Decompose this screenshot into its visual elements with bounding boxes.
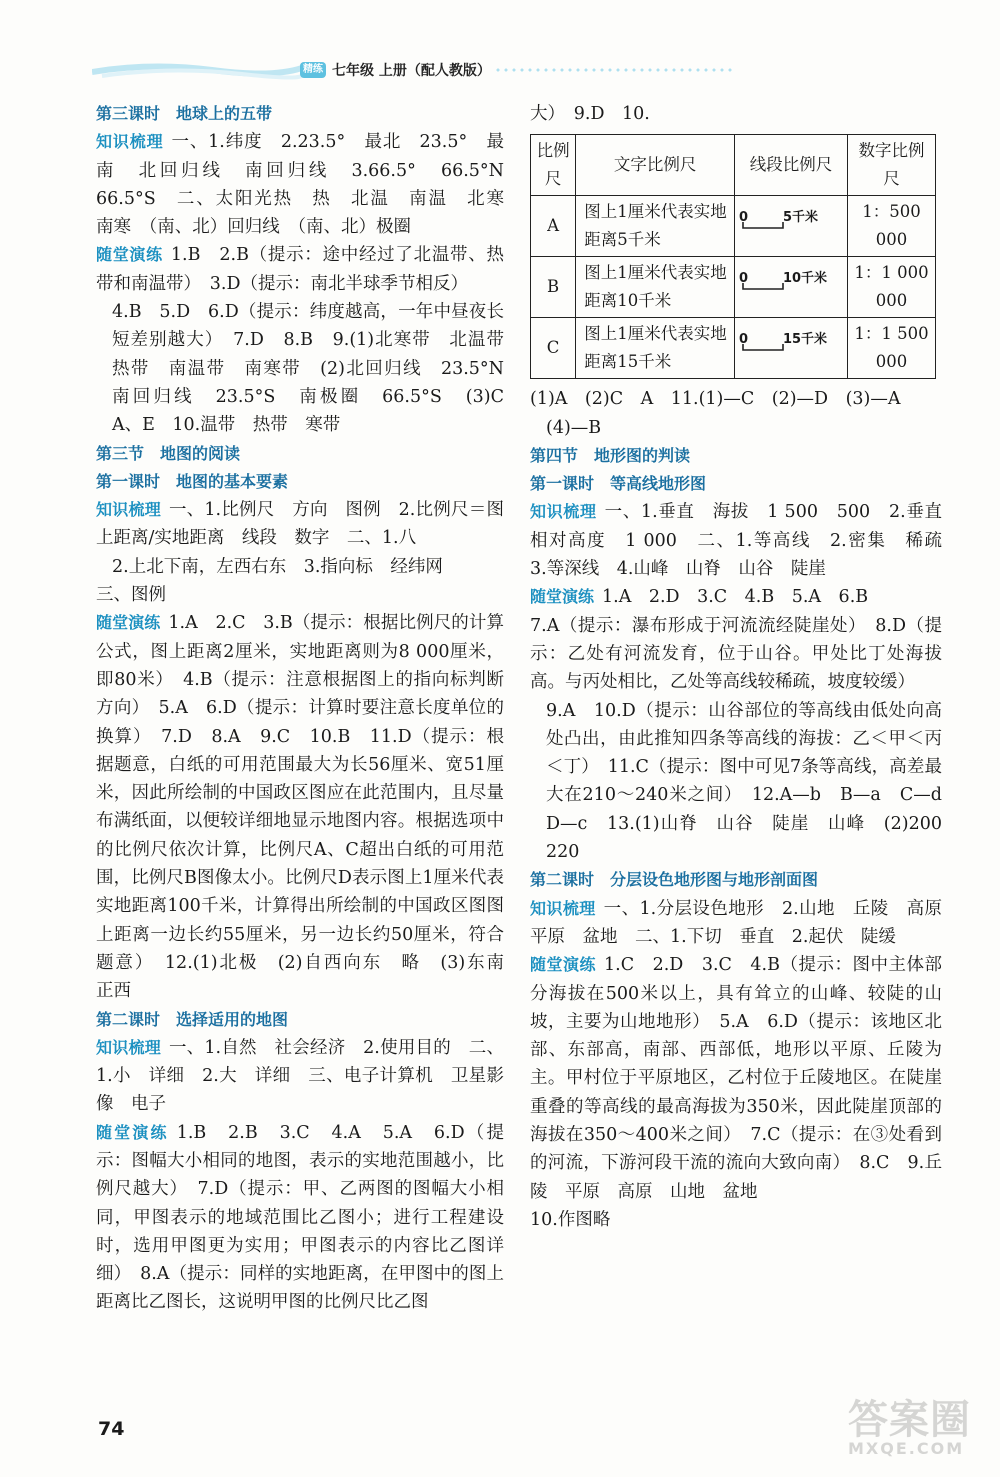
paragraph: 三、图例 (96, 585, 166, 606)
header-swoosh-decoration (92, 60, 302, 80)
paragraph: 4.B 5.D 6.D（提示：纬度越高，一年中昼夜长短差别越大） 7.D 8.B 9.(1)北寒带 北温带 热带 南温带 南寒带 (2)北回归线 23.5°N 南回归线 23.5°S 南极圈 66.5°S (3)C A、E 10.温带 热带 寒带 (112, 302, 522, 436)
table-row (531, 257, 936, 318)
bar-zero-label: 0 (738, 270, 748, 286)
label-suitang: 随堂演练 (96, 613, 161, 633)
right-column (530, 100, 960, 1234)
subsection-heading: 第一课时 等高线地形图 (530, 474, 707, 494)
subsection-heading: 第二课时 分层设色地形图与地形剖面图 (530, 870, 819, 890)
subsection-heading: 第一课时 地图的基本要素 (96, 471, 289, 491)
answer-text: 1.B 2.B 3.C 4.A 5.A 6.D（提示：图幅大小相同的地图，表示的实地范围越小，比例尺越大） 7.D（提示：甲、乙两图的图幅大小相同，甲图表示的地域范围比乙图小；进行工程建设时，选用甲图更为实用；甲图表示的内容比乙图详细） 8.A（提示：同样的实地距离，在甲图中的图上距离比乙图长，这说明甲图的比例尺比乙图 (96, 1122, 504, 1313)
answer-text: 一、1.比例尺 方向 图例 2.比例尺＝图上距离/实地距离 线段 数字 二、1.八 (96, 500, 504, 549)
table-cell: 图上1厘米代表实地距离10千米 (576, 257, 735, 318)
table-cell: C (531, 318, 576, 379)
table-cell: 图上1厘米代表实地距离15千米 (576, 318, 735, 379)
line-scale-bar (739, 271, 843, 295)
paragraph: (4)—B (546, 417, 602, 438)
scale-table (530, 134, 936, 379)
watermark-url: MXQE.COM (848, 1439, 965, 1458)
bar-zero-label: 0 (738, 209, 748, 225)
label-zhishi: 知识梳理 (96, 132, 164, 152)
answer-text: 一、1.分层设色地形 2.山地 丘陵 高原 平原 盆地 二、1.下切 垂直 2.起伏 陡缓 (530, 898, 960, 947)
label-zhishi: 知识梳理 (96, 500, 161, 520)
table-cell: A (531, 196, 576, 257)
label-suitang: 随堂演练 (530, 587, 595, 607)
answer-text: 1.B 2.B（提示：途中经过了北温带、热带和南温带） 3.D（提示：南北半球季节相反） (96, 245, 504, 294)
paragraph (530, 498, 960, 583)
label-suitang: 随堂演练 (96, 1122, 169, 1142)
header-title: 七年级 上册（配人教版） (332, 63, 491, 79)
answer-text: 1.C 2.D 3.C 4.B（提示：图中主体部分海拔在500米以上，具有耸立的山峰、较陡的山坡，主要为山地地形） 5.A 6.D（提示：该地区北部、东部高，南部、西部低，地形以平原、丘陵为主。甲村位于平原地区，乙村位于丘陵地区。在陡崖重叠的等高线的最高海拔为350米，因此陡崖顶部的海拔在350～400米之间） 7.C（提示：在③处看到的河流，下游河段干流的流向大致向南） 8.C 9.丘陵 平原 高原 山地 盆地 (530, 955, 942, 1202)
line-scale-bar (739, 210, 843, 234)
bar-distance-label: 10千米 (782, 270, 828, 286)
bar-distance-label: 5千米 (782, 209, 818, 225)
paragraph: 大） 9.D 10. (530, 104, 650, 124)
answer-text: 一、1.垂直 海拔 1 500 500 2.垂直 相对高度 1 000 二、1.等高线 2.密集 稀疏 3.等深线 4.山峰 山脊 山谷 陡崖 (530, 502, 960, 580)
answer-text: 1.A 2.C 3.B（提示：根据比例尺的计算公式，图上距离2厘米，实地距离则为8 000厘米，即80米） 4.B（提示：注意根据图上的指向标判断方向） 5.A 6.D（提示：计算时要注意长度单位的换算） 7.D 8.A 9.C 10.B 11.D（提示：根据题意，白纸的可用范围最大为长56厘米、宽51厘米，因此所绘制的中国政区图应在此范围内，且尽量布满纸面，以便较详细地显示地图内容。根据选项中的比例尺依次计算，比例尺A、C超出白纸的可用范围，比例尺B图像太小。比例尺D表示图上1厘米代表实地距离100千米，计算得出所绘制的中国政区图图上距离一边长约55厘米，另一边长约50厘米，符合题意） 12.(1)北极 (2)自西向东 略 (3)东南 正西 (96, 613, 522, 1002)
answer-text: 1.A 2.D 3.C 4.B 5.A 6.B (602, 587, 869, 608)
table-cell: B (531, 257, 576, 318)
answer-text: 一、1.自然 社会经济 2.使用目的 二、1.小 详细 2.大 详细 三、电子计算机 卫星影像 电子 (96, 1037, 504, 1115)
subsection-heading: 第二课时 选择适用的地图 (96, 1009, 289, 1029)
paragraph (530, 583, 942, 611)
paragraph (96, 496, 504, 553)
header-badge: 精练 (300, 62, 326, 78)
paragraph (530, 951, 942, 1206)
watermark-logo (848, 1388, 988, 1470)
page-header (92, 56, 692, 86)
paragraph (96, 128, 522, 241)
paragraph: 10.作图略 (530, 1209, 611, 1230)
table-header-row (531, 135, 936, 196)
table-cell (734, 318, 847, 379)
table-header: 线段比例尺 (734, 135, 847, 196)
header-dots-decoration (494, 68, 734, 72)
table-header: 比例尺 (531, 135, 576, 196)
watermark-text: 答案圈 (848, 1397, 971, 1443)
paragraph (530, 895, 960, 952)
paragraph: 2.上北下南，左西右东 3.指向标 经纬网 (112, 556, 443, 577)
label-zhishi: 知识梳理 (530, 502, 597, 522)
section-heading: 第三节 地图的阅读 (96, 443, 241, 463)
line-scale-bar (739, 332, 843, 356)
paragraph: 9.A 10.D（提示：山谷部位的等高线由低处向高处凸出，由此推知四条等高线的海拔：乙＜甲＜丙＜丁） 11.C（提示：图中可见7条等高线，高差最大在210～240米之间） 12.A—b B—a C—d D—c 13.(1)山脊 山谷 陡崖 山峰 (2)200 220 (546, 700, 960, 863)
bar-distance-label: 15千米 (782, 331, 828, 347)
table-cell: 1：500 000 (847, 196, 935, 257)
label-zhishi: 知识梳理 (96, 1037, 161, 1057)
table-cell: 1：1 500 000 (847, 318, 935, 379)
paragraph (96, 1034, 504, 1119)
section-heading: 第三课时 地球上的五带 (96, 104, 273, 123)
table-cell: 1：1 000 000 (847, 257, 935, 318)
label-zhishi: 知识梳理 (530, 898, 596, 918)
left-column (96, 100, 522, 1317)
table-row (531, 196, 936, 257)
answer-text: 一、1.纬度 2.23.5° 最北 23.5° 最南 北回归线 南回归线 3.66.5° 66.5°N 66.5°S 二、太阳光热 热 北温 南温 北寒 南寒 （南、北）回归线 （南、北）极圈 (96, 132, 522, 238)
paragraph (96, 1119, 504, 1317)
section-heading: 第四节 地形图的判读 (530, 445, 691, 465)
table-cell (734, 257, 847, 318)
page-number: 74 (98, 1418, 125, 1440)
table-cell (734, 196, 847, 257)
paragraph: 7.A（提示：瀑布形成于河流流经陡崖处） 8.D（提示：乙处有河流发育，位于山谷。甲处比丁处海拔高。与丙处相比，乙处等高线较稀疏，坡度较缓） (530, 615, 942, 693)
paragraph (96, 609, 522, 1005)
table-header: 数字比例尺 (847, 135, 935, 196)
table-header: 文字比例尺 (576, 135, 735, 196)
table-row (531, 318, 936, 379)
bar-zero-label: 0 (738, 331, 748, 347)
paragraph (96, 241, 504, 298)
table-cell: 图上1厘米代表实地距离5千米 (576, 196, 735, 257)
label-suitang: 随堂演练 (530, 955, 597, 975)
paragraph: (1)A (2)C A 11.(1)—C (2)—D (3)—A (530, 389, 901, 410)
label-suitang: 随堂演练 (96, 245, 163, 265)
